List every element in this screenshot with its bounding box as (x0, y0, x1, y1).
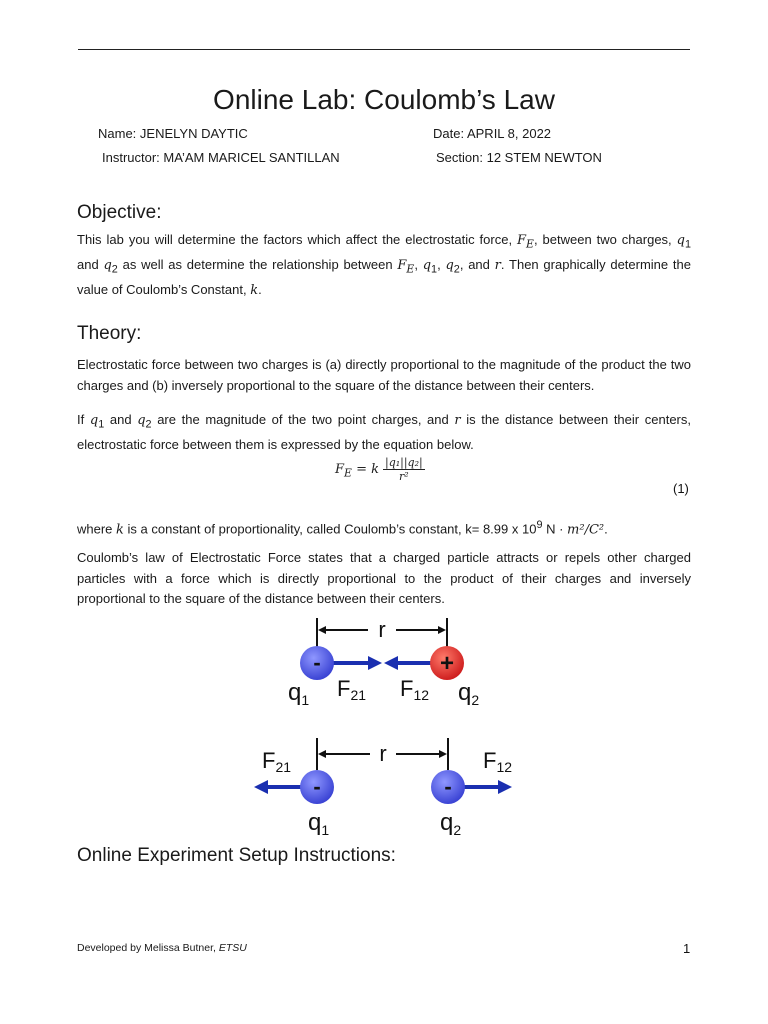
f12-label: F12 (400, 676, 430, 703)
q2-label: $q_2$ (458, 679, 480, 708)
q1-label-2: $q_1$ (308, 809, 330, 838)
setup-heading: Online Experiment Setup Instructions: (77, 845, 396, 866)
equation-denominator: r² (399, 470, 409, 483)
page-title: Online Lab: Coulomb’s Law (213, 84, 555, 115)
repulsion-diagram (254, 738, 512, 838)
force-f21-arrowhead (368, 656, 382, 670)
instructor-name: Instructor: MA’AM MARICEL SANTILLAN (102, 150, 340, 165)
equation-number: (1) (673, 481, 689, 496)
distance-arrowhead-left (318, 626, 326, 634)
distance-label-2: r (379, 741, 387, 766)
coulomb-diagram (240, 608, 540, 838)
force-f12-arrowhead (384, 656, 398, 670)
distance-label: r (378, 617, 386, 642)
page-number: 1 (683, 941, 691, 956)
objective-heading: Objective: (77, 202, 162, 223)
student-name: Name: JENELYN DAYTIC (98, 126, 248, 141)
theory-paragraph-4: Coulomb’s law of Electrostatic Force states that a charged particle attracts or repels other charged particles with a force which is directly proportional to the product of their charges and inversely proportional to the square of the distance between their centers. (77, 550, 691, 606)
coulomb-equation: $F_E = k$ $\frac{\text{|q₁||q₂|}}{\text{r²}}$ (335, 456, 423, 483)
f21-label: F21 (337, 676, 367, 703)
distance-arrowhead-right-2 (439, 750, 447, 758)
footer-credit: Developed by Melissa Butner, ETSU (77, 942, 247, 954)
attraction-diagram (288, 617, 479, 708)
theory-heading: Theory: (77, 323, 142, 344)
minus-sign-2: - (313, 774, 321, 799)
theory-paragraph-1: Electrostatic force between two charges is (a) directly proportional to the magnitude of the product the two charges and (b) inversely proportional to the square of the distance between their centers. (77, 357, 691, 393)
distance-arrowhead-right (438, 626, 446, 634)
theory-paragraph-3: where k is a constant of proportionality, called Coulomb’s constant, k= 8.99 x $10^9$ N · m²/C². (77, 519, 608, 538)
top-rule (78, 49, 690, 50)
distance-arrowhead-left-2 (318, 750, 326, 758)
force-f12-arrowhead-2 (498, 780, 512, 794)
theory-paragraph-2: If $q_1$ and $q_2$ are the magnitude of the two point charges, and r is the distance between their centers, electrostatic force between them is expressed by the equation below. (77, 412, 691, 453)
plus-sign: + (439, 650, 455, 677)
lab-date: Date: APRIL 8, 2022 (433, 126, 552, 141)
q1-label: $q_1$ (288, 679, 310, 708)
f21-label-2: F21 (262, 748, 292, 775)
force-f21-arrowhead-2 (254, 780, 268, 794)
equation-numerator: |q₁||q₂| (384, 456, 423, 469)
minus-sign: - (313, 650, 321, 675)
f12-label-2: F12 (483, 748, 513, 775)
objective-paragraph: This lab you will determine the factors which affect the electrostatic force, $F_E$, between two charges, $q_1$ and $q_2$ as well as determine the relationship between $F_E$, $q_1$, $q_2$, and r. Then graphically determine the value of Coulomb’s Constant, k. (77, 232, 691, 299)
section-name: Section: 12 STEM NEWTON (436, 150, 602, 165)
minus-sign-3: - (444, 774, 452, 799)
q2-label-2: $q_2$ (440, 809, 462, 838)
